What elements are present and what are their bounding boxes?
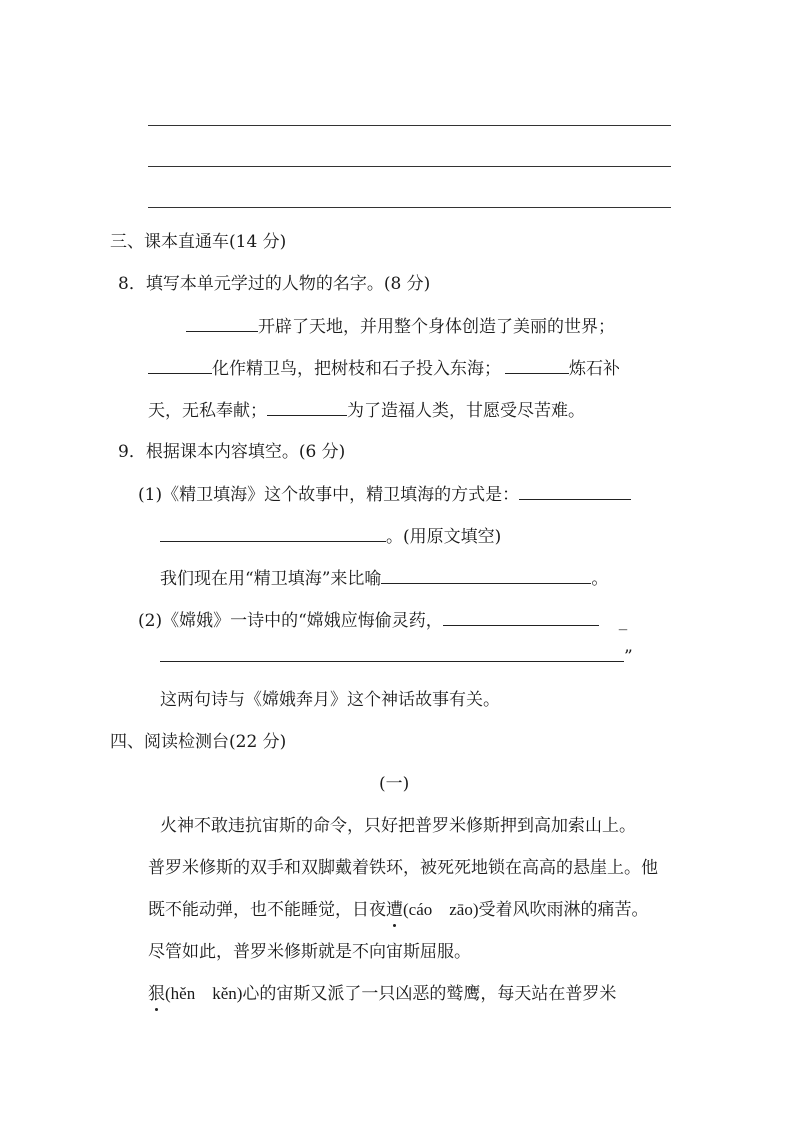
question-9-part-2 <box>138 608 627 633</box>
question-9-part-1 <box>138 482 631 507</box>
pinyin-options-zao: (cáo zāo) <box>403 900 479 919</box>
q9-p2-text: (2)《嫦娥》一诗中的“嫦娥应悔偷灵药， <box>138 611 443 631</box>
q9-p2-close-quote: ” <box>624 647 633 667</box>
dotted-char-zao: 遭 <box>386 900 403 920</box>
q8-text-3a: 天，无私奉献； <box>148 401 267 421</box>
question-8-line-1 <box>186 314 615 339</box>
reading-part-label: (一) <box>379 774 410 794</box>
q9-blank-5[interactable] <box>160 644 624 662</box>
q8-blank-4[interactable] <box>267 398 347 416</box>
question-9-part-2-note: 这两句诗与《嫦娥奔月》这个神话故事有关。 <box>160 690 500 710</box>
answer-line-3[interactable] <box>148 207 671 208</box>
reading-line-2: 普罗米修斯的双手和双脚戴着铁环，被死死地锁在高高的悬崖上。他 <box>148 858 658 878</box>
q8-blank-3[interactable] <box>505 356 569 374</box>
reading-3-text-a: 既不能动弹，也不能睡觉，日夜 <box>148 900 386 920</box>
q9-p1-period: 。 <box>591 569 609 589</box>
reading-3-text-b: 受着风吹雨淋的痛苦。 <box>478 900 649 920</box>
q9-p2-stray-mark: _ <box>618 611 628 631</box>
answer-line-1[interactable] <box>148 125 671 126</box>
question-9-title: 9．根据课本内容填空。(6 分) <box>118 442 346 462</box>
question-9-part-2-cont <box>160 644 633 669</box>
q9-p1-text: (1)《精卫填海》这个故事中，精卫填海的方式是： <box>138 485 520 505</box>
question-9-part-1-cont <box>160 524 501 549</box>
q8-text-2b: 炼石补 <box>569 359 620 379</box>
pinyin-options-hen: (hěn kěn) <box>165 984 243 1003</box>
reading-line-4: 尽管如此，普罗米修斯就是不向宙斯屈服。 <box>148 942 471 962</box>
reading-5-text: 心的宙斯又派了一只凶恶的鹫鹰，每天站在普罗米 <box>242 984 617 1004</box>
q8-blank-1[interactable] <box>186 314 258 332</box>
q9-blank-3[interactable] <box>381 566 591 584</box>
question-9-part-1-metaphor <box>160 566 608 591</box>
q9-blank-4[interactable] <box>443 608 599 626</box>
question-8-title: 8．填写本单元学过的人物的名字。(8 分) <box>118 274 431 294</box>
reading-line-1: 火神不敢违抗宙斯的命令，只好把普罗米修斯押到高加索山上。 <box>160 816 636 836</box>
q9-p1-note: 。(用原文填空) <box>386 527 502 547</box>
q9-p1-metaphor-text: 我们现在用“精卫填海”来比喻 <box>160 569 382 589</box>
q8-text-1: 开辟了天地，并用整个身体创造了美丽的世界； <box>258 317 615 337</box>
question-8-line-3 <box>148 398 585 423</box>
reading-line-5 <box>148 982 616 1006</box>
q9-blank-1[interactable] <box>519 482 631 500</box>
q8-text-2a: 化作精卫鸟，把树枝和石子投入东海； <box>212 359 501 379</box>
q9-blank-2[interactable] <box>160 524 386 542</box>
q8-text-3b: 为了造福人类，甘愿受尽苦难。 <box>347 401 585 421</box>
dotted-char-hen: 狠 <box>148 984 165 1004</box>
question-8-line-2 <box>148 356 620 381</box>
section-4-title: 四、阅读检测台(22 分) <box>110 732 287 752</box>
q8-blank-2[interactable] <box>148 356 212 374</box>
section-3-title: 三、课本直通车(14 分) <box>110 232 287 252</box>
reading-line-3 <box>148 898 649 922</box>
answer-line-2[interactable] <box>148 166 671 167</box>
